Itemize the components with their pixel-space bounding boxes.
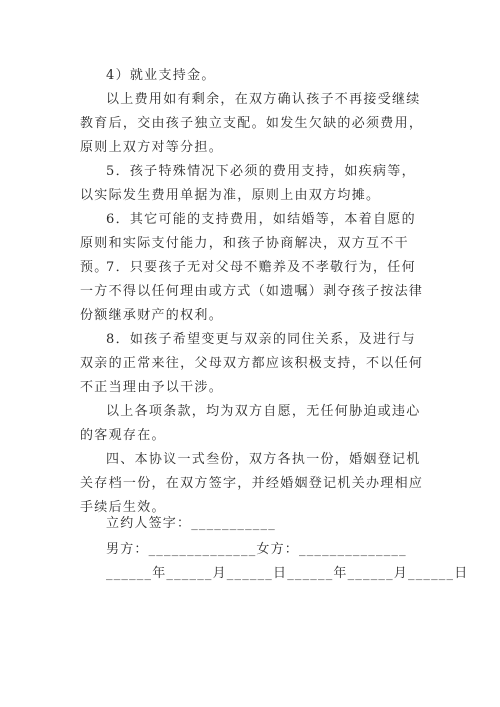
- signer-line: 立约人签字：___________: [106, 516, 276, 531]
- paragraph-clause-8: 8．如孩子希望变更与双亲的同住关系，及进行与双亲的正常来往，父母双方都应该积极支持，不以任何不正当理由予以干涉。: [80, 332, 424, 395]
- paragraph-voluntary: 以上各项条款，均为双方自愿，无任何胁迫或违心的客观存在。: [80, 404, 421, 443]
- date-line: ______年______月______日______年______月______日: [106, 566, 469, 581]
- paragraph-leftover-costs: 以上费用如有剩余，在双方确认孩子不再接受继续教育后，交由孩子独立支配。如发生欠缺的必须费用，原则上双方对等分担。: [80, 92, 424, 155]
- parties-line: 男方：______________女方：______________: [106, 542, 407, 557]
- paragraph-item-4: 4）就业支持金。: [106, 68, 216, 83]
- paragraph-clause-6: 6．其它可能的支持费用，如结婚等，本着自愿的原则和实际支付能力，和孩子协商解决，双方互不干预。: [80, 212, 416, 275]
- paragraph-clause-7: 7．只要孩子无对父母不赡养及不孝敬行为，任何一方不得以任何理由或方式（如遗嘱）剥夺孩子按法律份额继承财产的权利。: [80, 260, 424, 323]
- paragraph-section-4: 四、本协议一式叁份，双方各执一份，婚姻登记机关存档一份，在双方签字，并经婚姻登记机关办理相应手续后生效。: [80, 452, 424, 515]
- paragraph-clause-5: 5．孩子特殊情况下必须的费用支持，如疾病等，以实际发生费用单据为准，原则上由双方均摊。: [80, 164, 416, 203]
